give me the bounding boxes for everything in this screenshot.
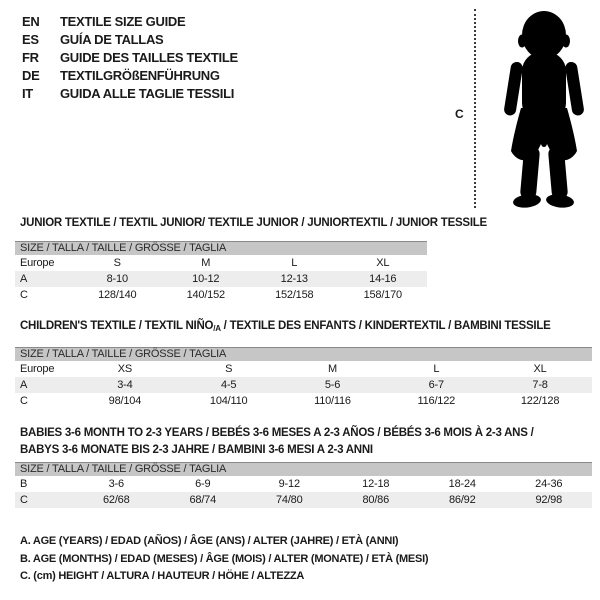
row-label-cell: C [20,494,28,506]
table-cell: 140/152 [186,289,225,301]
table-row [15,476,592,492]
table-cell: 18-24 [448,478,476,490]
table-cell: 74/80 [275,494,303,506]
size-table [15,347,592,409]
table-cell: 12-18 [362,478,390,490]
table-cell: 10-12 [192,273,220,285]
footnotes [20,533,428,586]
language-title: GUÍA DE TALLAS [60,32,164,47]
language-code: FR [22,50,39,65]
table-cell: XS [117,363,133,375]
table-cell: M [201,257,211,269]
table-cell: S [113,257,121,269]
table-cell: 116/122 [417,395,456,407]
footnote-a: A. AGE (YEARS) / EDAD (AÑOS) / ÂGE (ANS) / ALTER (JAHRE) / ETÀ (ANNI) [20,535,399,547]
row-label-cell: B [20,478,28,490]
table-title-line: BABIES 3-6 MONTH TO 2-3 YEARS / BEBÉS 3-6 MESES A 2-3 AÑOS / BÉBÉS 3-6 MOIS À 2-3 ANS / [20,427,534,439]
size-header-bar: SIZE / TALLA / TAILLE / GRÖSSE / TAGLIA [15,347,592,361]
table-cell: 92/98 [535,494,563,506]
language-title: TEXTILGRÖßENFÜHRUNG [60,68,220,83]
size-table [15,241,427,303]
table-cell: 6-7 [428,379,444,391]
table-title [20,425,534,459]
table-row [15,271,427,287]
table-cell: 86/92 [448,494,476,506]
table-title-line: JUNIOR TEXTILE / TEXTIL JUNIOR/ TEXTILE JUNIOR / JUNIORTEXTIL / JUNIOR TESSILE [20,217,487,229]
table-row [15,361,592,377]
baby-silhouette-image [486,8,598,210]
footnote-c: C. (cm) HEIGHT / ALTURA / HAUTEUR / HÖHE / ALTEZZA [20,570,305,582]
table-cell: 8-10 [106,273,128,285]
language-code: DE [22,68,40,83]
table-cell: 62/68 [102,494,130,506]
table-cell: 68/74 [189,494,217,506]
table-cell: 152/158 [275,289,314,301]
table-cell: L [291,257,298,269]
table-cell: 3-4 [117,379,133,391]
language-row [22,31,238,49]
size-table [15,462,592,508]
table-title-line: CHILDREN'S TEXTILE / TEXTIL NIÑO/A / TEXTILE DES ENFANTS / KINDERTEXTIL / BAMBINI TESSILE [20,320,551,333]
table-cell: XL [533,363,547,375]
table-row [15,393,592,409]
table-cell: 158/170 [363,289,402,301]
table-row [15,492,592,508]
language-code: ES [22,32,39,47]
table-cell: S [225,363,233,375]
table-title [20,318,551,335]
table-cell: 80/86 [362,494,390,506]
footnote-b: B. AGE (MONTHS) / EDAD (MESES) / ÂGE (MOIS) / ALTER (MONATE) / ETÀ (MESI) [20,552,429,565]
height-label-c: C [455,107,464,121]
table-cell: 128/140 [98,289,137,301]
row-label-cell: C [20,289,28,301]
size-header-bar: SIZE / TALLA / TAILLE / GRÖSSE / TAGLIA [15,462,592,476]
row-label-cell: Europe [20,257,55,269]
language-title: GUIDE DES TAILLES TEXTILE [60,50,238,65]
table-cell: 5-6 [324,379,341,391]
language-title: GUIDA ALLE TAGLIE TESSILI [60,86,235,101]
language-row [22,67,238,85]
table-cell: 4-5 [221,379,237,391]
table-cell: L [433,363,440,375]
table-cell: 6-9 [195,478,211,490]
size-header-bar: SIZE / TALLA / TAILLE / GRÖSSE / TAGLIA [15,241,427,255]
table-title-line: BABYS 3-6 MONATE BIS 2-3 JAHRE / BAMBINI 3-6 MESI A 2-3 ANNI [20,444,373,456]
table-cell: 122/128 [520,395,560,407]
table-cell: M [328,363,337,375]
language-title: TEXTILE SIZE GUIDE [60,14,186,29]
table-cell: 3-6 [108,478,124,490]
table-cell: 24-36 [535,478,563,490]
table-cell: 12-13 [280,273,308,285]
table-title [20,215,487,232]
table-cell: 9-12 [278,478,300,490]
table-cell: 110/116 [314,395,351,407]
table-row [15,255,427,271]
table-cell: 14-16 [369,273,397,285]
language-row [22,85,238,103]
language-row [22,13,238,31]
height-measure-line [474,9,476,208]
row-label-cell: C [20,395,28,407]
table-cell: XL [376,257,390,269]
row-label-cell: A [20,379,28,391]
language-row [22,49,238,67]
language-header [22,13,238,103]
language-code: IT [22,86,33,101]
row-label-cell: A [20,273,28,285]
table-row [15,287,427,303]
table-row [15,377,592,393]
table-cell: 7-8 [532,379,548,391]
language-code: EN [22,14,40,29]
row-label-cell: Europe [20,363,55,375]
table-cell: 104/110 [209,395,248,407]
table-cell: 98/104 [108,395,142,407]
